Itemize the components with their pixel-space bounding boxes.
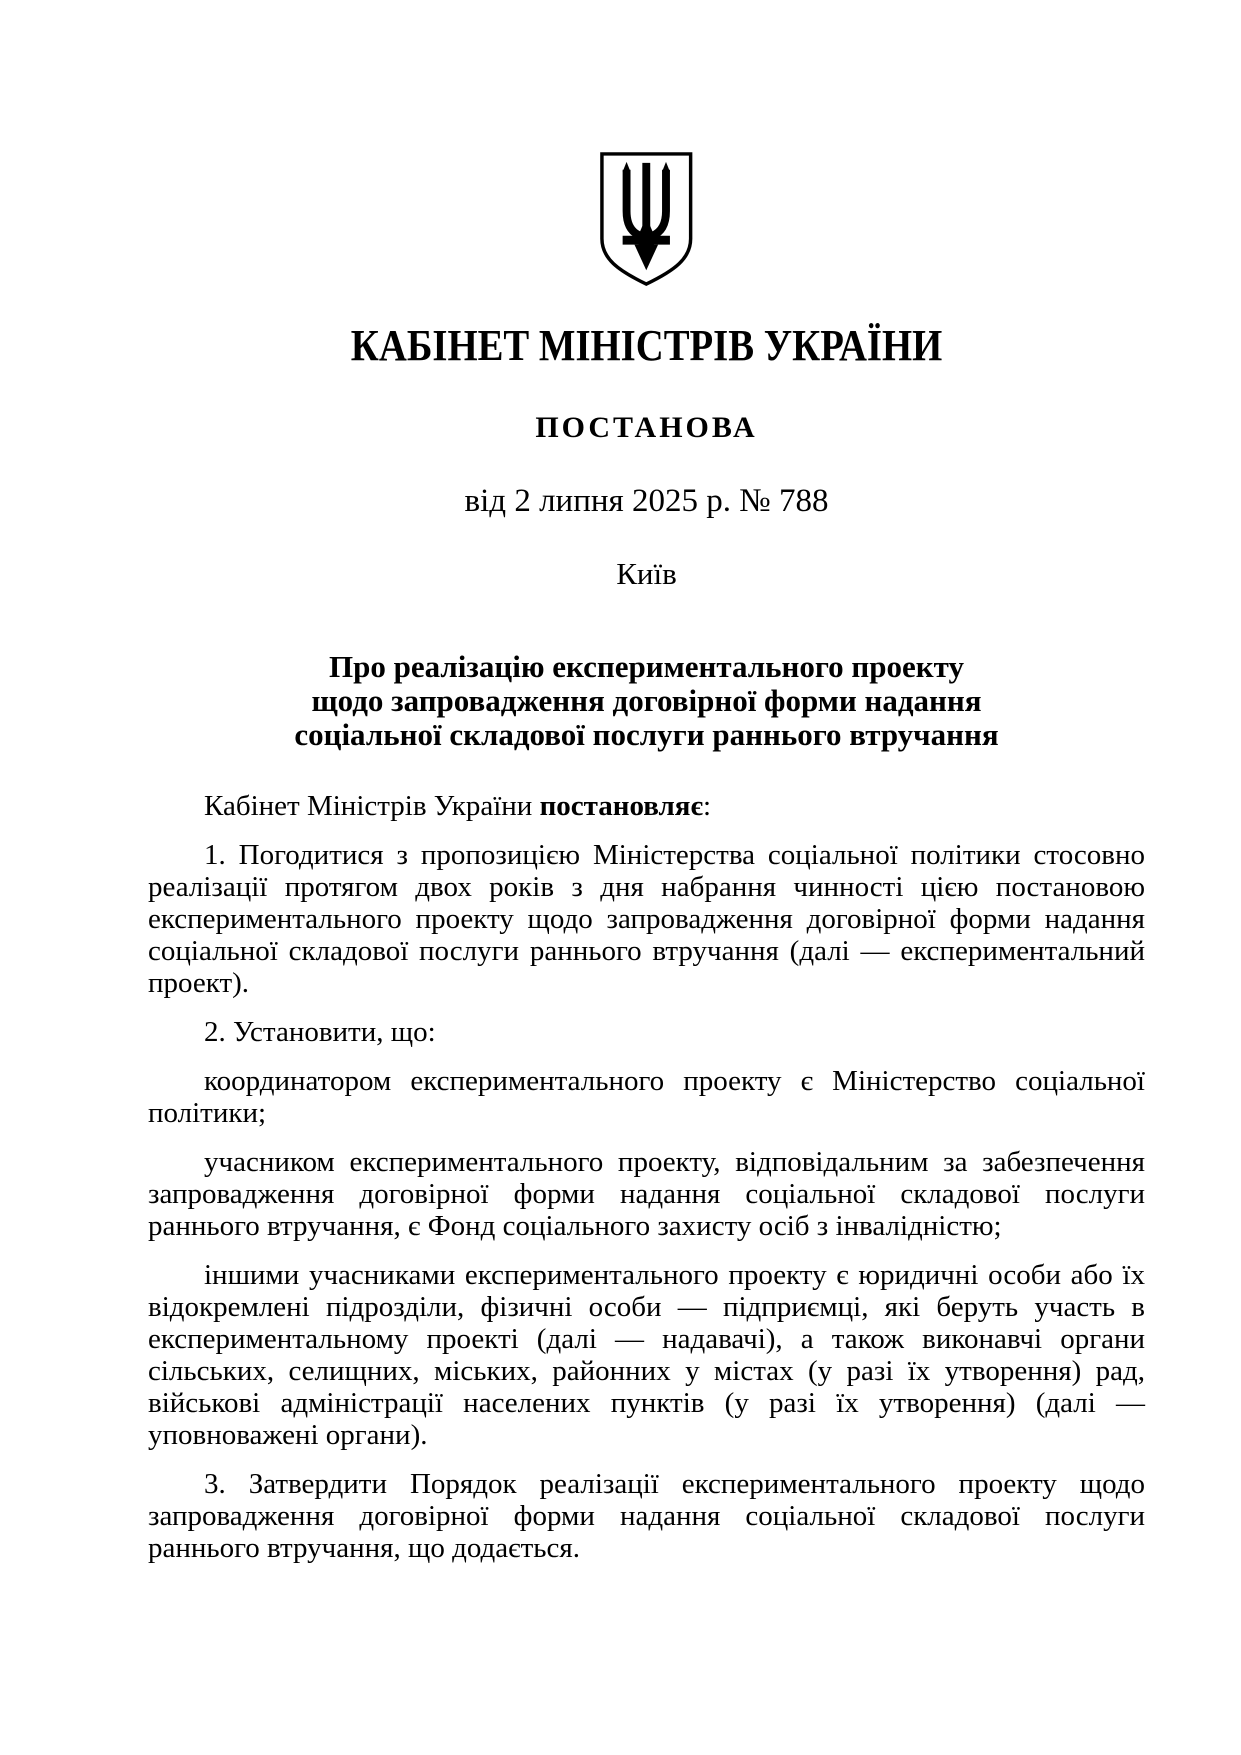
preamble-verb: постановляє bbox=[539, 790, 704, 822]
document-title-line: щодо запровадження договірної форми надання bbox=[311, 683, 982, 718]
body-paragraph: 2. Установити, що: bbox=[204, 1016, 436, 1048]
body-paragraph: учасником експериментального проекту, відповідальним за забезпечення запровадження договірної форми надання соціальної складової послуги раннього втручання, є Фонд соціального захисту осіб з інвалідністю; bbox=[148, 1146, 1145, 1242]
body-paragraph: іншими учасниками експериментального проекту є юридичні особи або їх відокремлені підрозділи, фізичні особи — підприємці, які беруть участь в експериментальному проекті (далі — надавачі), а також виконавчі органи сільських, селищних, міських, районних у містах (у разі їх утворення) рад, військові адміністрації населених пунктів (у разі їх утворення) (далі — уповноважені органи). bbox=[148, 1259, 1145, 1451]
preamble-lead: Кабінет Міністрів України bbox=[204, 790, 533, 822]
document-title-line: соціальної складової послуги раннього втручання bbox=[294, 717, 999, 752]
city-label: Київ bbox=[616, 556, 677, 591]
preamble bbox=[148, 790, 1145, 822]
document-title bbox=[148, 650, 1145, 752]
coat-of-arms bbox=[148, 150, 1145, 288]
document-body bbox=[148, 790, 1145, 1564]
body-paragraph: координатором експериментального проекту є Міністерство соціальної політики; bbox=[148, 1065, 1145, 1129]
document-header bbox=[148, 150, 1145, 752]
document-title-line: Про реалізацію експериментального проекту bbox=[329, 649, 964, 684]
ukraine-trident-icon bbox=[597, 150, 696, 288]
document-page bbox=[148, 0, 1145, 1564]
paragraph-list bbox=[148, 822, 1145, 1564]
organization-name: КАБІНЕТ МІНІСТРІВ УКРАЇНИ bbox=[350, 321, 943, 370]
preamble-tail: : bbox=[703, 790, 712, 822]
body-paragraph: 1. Погодитися з пропозицією Міністерства соціальної політики стосовно реалізації протягом двох років з дня набрання чинності цією постановою експериментального проекту щодо запровадження договірної форми надання соціальної складової послуги раннього втручання (далі — експериментальний проект). bbox=[148, 839, 1145, 999]
document-type: ПОСТАНОВА bbox=[535, 411, 758, 444]
body-paragraph: 3. Затвердити Порядок реалізації експериментального проекту щодо запровадження договірної форми надання соціальної складової послуги раннього втручання, що додається. bbox=[148, 1468, 1145, 1564]
date-number-line: від 2 липня 2025 р. № 788 bbox=[464, 483, 829, 519]
